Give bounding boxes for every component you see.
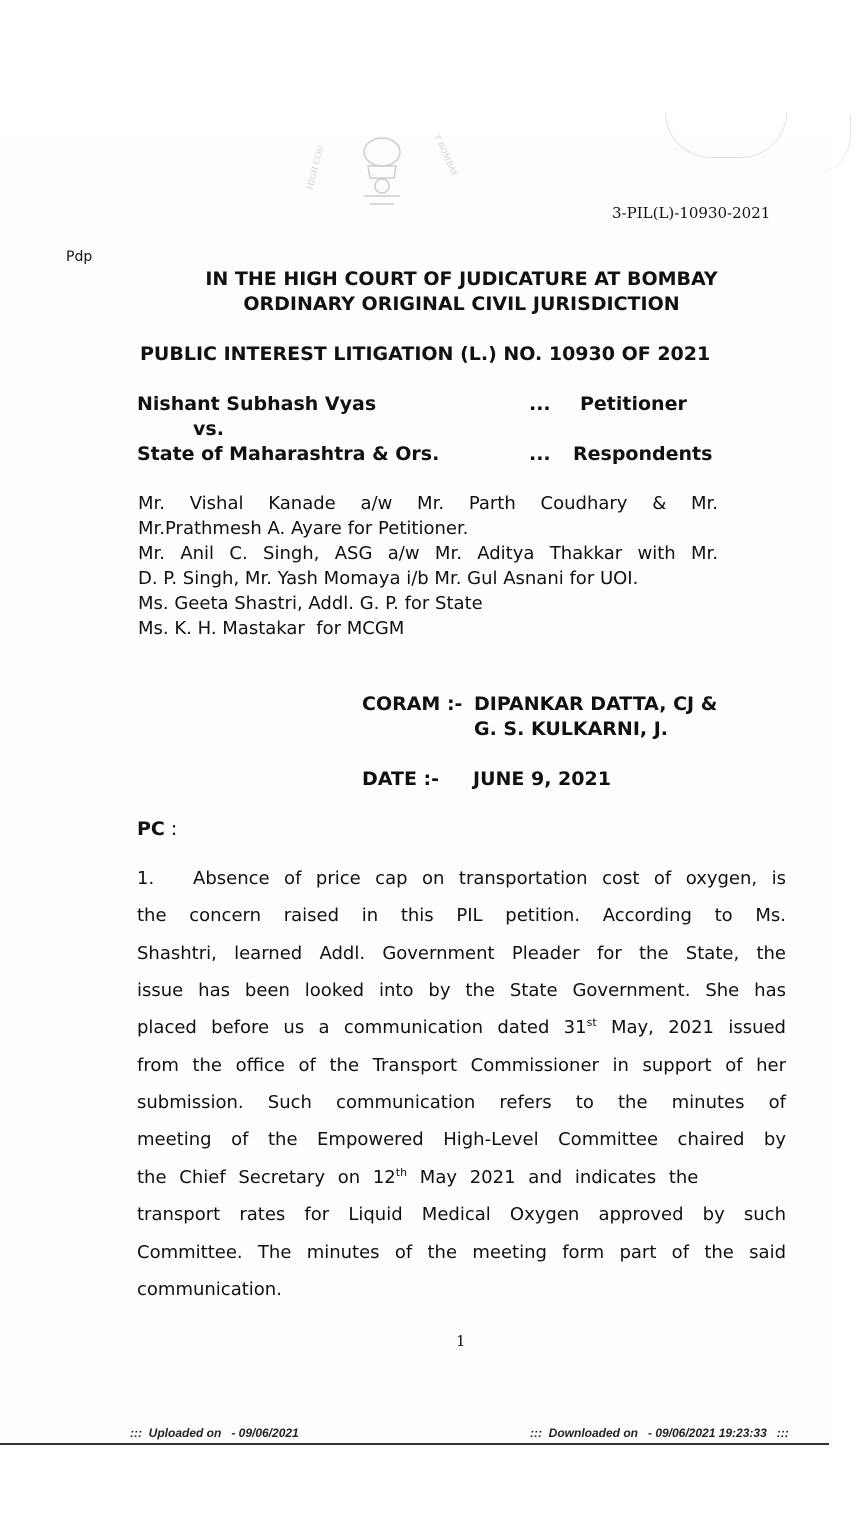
pc-heading: PC :: [137, 818, 178, 840]
case-title: PUBLIC INTEREST LITIGATION (L.) NO. 10930 OF 2021: [140, 343, 711, 365]
counsel-line: Ms. K. H. Mastakar for MCGM: [138, 618, 405, 639]
petitioner-name: Nishant Subhash Vyas: [137, 393, 377, 415]
footer-divider: [0, 1443, 829, 1445]
counsel-line: D. P. Singh, Mr. Yash Momaya i/b Mr. Gul Asnani for UOI.: [138, 568, 639, 589]
court-name: IN THE HIGH COURT OF JUDICATURE AT BOMBAY: [205, 268, 718, 290]
respondent-dots: ...: [529, 443, 551, 465]
footer-downloaded: ::: Downloaded on - 09/06/2021 19:23:33 :::: [530, 1426, 789, 1440]
paragraph-line: issue has been looked into by the State Government. She has: [137, 980, 786, 1001]
counsel-line: Ms. Geeta Shastri, Addl. G. P. for State: [138, 593, 483, 614]
scan-edge-corner: [810, 115, 851, 175]
page-number: 1: [456, 1332, 466, 1350]
footer-uploaded: ::: Uploaded on - 09/06/2021: [130, 1426, 299, 1440]
versus: vs.: [193, 418, 224, 440]
court-emblem-icon: [298, 130, 466, 212]
order-date: JUNE 9, 2021: [473, 768, 611, 790]
case-reference: 3-PIL(L)-10930-2021: [612, 204, 771, 222]
counsel-line: Mr. Vishal Kanade a/w Mr. Parth Coudhary & Mr.: [138, 493, 718, 514]
paragraph-line: from the office of the Transport Commissioner in support of her: [137, 1055, 786, 1076]
svg-text:HIGH COU: HIGH COU: [305, 144, 326, 191]
paragraph-line: transport rates for Liquid Medical Oxygen approved by such: [137, 1204, 786, 1225]
coram-judge: G. S. KULKARNI, J.: [474, 718, 669, 740]
svg-text:T BOMBAY: T BOMBAY: [432, 133, 460, 178]
date-label: DATE :-: [362, 768, 440, 790]
paragraph-line: Absence of price cap on transportation cost of oxygen, is: [193, 868, 786, 889]
paragraph-line: the concern raised in this PIL petition. According to Ms.: [137, 905, 786, 926]
paragraph-line: Committee. The minutes of the meeting form part of the said: [137, 1242, 786, 1263]
paragraph-line: meeting of the Empowered High-Level Committee chaired by: [137, 1129, 786, 1150]
paragraph-line: submission. Such communication refers to the minutes of: [137, 1092, 786, 1113]
petitioner-role: Petitioner: [580, 393, 687, 415]
respondent-role: Respondents: [573, 443, 713, 465]
respondent-name: State of Maharashtra & Ors.: [137, 443, 440, 465]
coram-judge: DIPANKAR DATTA, CJ &: [474, 693, 718, 715]
paragraph-line: Shashtri, learned Addl. Government Pleader for the State, the: [137, 943, 786, 964]
petitioner-dots: ...: [529, 393, 551, 415]
paragraph-line: the Chief Secretary on 12th May 2021 and indicates the: [137, 1166, 699, 1188]
counsel-line: Mr.Prathmesh A. Ayare for Petitioner.: [138, 518, 469, 539]
paragraph-line: communication.: [137, 1279, 282, 1300]
jurisdiction: ORDINARY ORIGINAL CIVIL JURISDICTION: [243, 293, 680, 315]
stenographer-initials: Pdp: [66, 249, 93, 265]
coram-label: CORAM :-: [362, 693, 463, 715]
paragraph-number: 1.: [137, 868, 155, 889]
counsel-line: Mr. Anil C. Singh, ASG a/w Mr. Aditya Thakkar with Mr.: [138, 543, 718, 564]
paragraph-line: placed before us a communication dated 31st May, 2021 issued: [137, 1016, 786, 1038]
